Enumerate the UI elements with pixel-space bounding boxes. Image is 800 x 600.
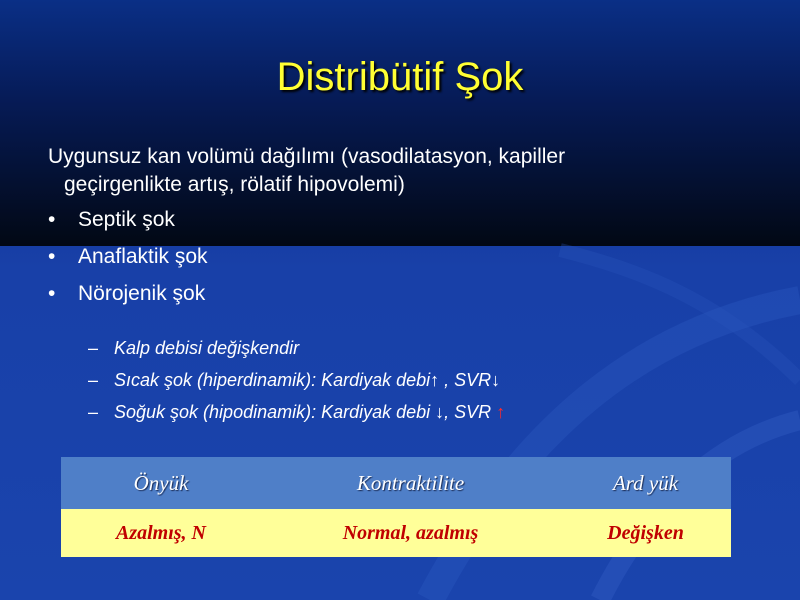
table-cell: Azalmış, N	[61, 509, 261, 557]
bullet-text: Septik şok	[78, 208, 175, 231]
table-header-cell: Önyük	[61, 457, 261, 509]
bullet-icon: •	[48, 282, 56, 305]
bullet-icon: •	[48, 245, 56, 268]
sub-list-item	[88, 364, 768, 396]
list-item	[48, 238, 768, 275]
sub-list-item	[88, 396, 768, 428]
bullet-text: Anaflaktik şok	[78, 245, 208, 268]
sub-item-text: Soğuk şok (hipodinamik): Kardiyak debi ↓, SVR	[114, 402, 497, 422]
sub-list	[88, 332, 768, 428]
bullet-list	[48, 201, 768, 312]
table-row	[61, 509, 731, 557]
list-item	[48, 275, 768, 312]
dash-icon: –	[88, 338, 99, 358]
table-cell: Normal, azalmış	[261, 509, 560, 557]
list-item	[48, 201, 768, 238]
bullet-icon: •	[48, 208, 56, 231]
sub-item-text: Kalp debisi değişkendir	[114, 338, 300, 358]
slide-title: Distribütif Şok	[276, 55, 524, 99]
up-arrow-icon: ↑	[496, 402, 506, 422]
table-header-cell: Kontraktilite	[261, 457, 560, 509]
sub-item-text: Sıcak şok (hiperdinamik): Kardiyak debi↑ , SVR↓	[114, 370, 501, 390]
intro-line-1: Uygunsuz kan volümü dağılımı (vasodilatasyon, kapiller	[48, 145, 566, 168]
bullet-text: Nörojenik şok	[78, 282, 206, 305]
intro-line-2: geçirgenlikte artış, rölatif hipovolemi)	[64, 173, 405, 196]
table-cell: Değişken	[560, 509, 731, 557]
table-header-row	[61, 457, 731, 509]
intro-text	[48, 143, 768, 199]
sub-list-item	[88, 332, 768, 364]
slide-content	[48, 143, 768, 428]
dash-icon: –	[88, 402, 99, 422]
hemodynamics-table	[61, 457, 731, 557]
dash-icon: –	[88, 370, 99, 390]
table-header-cell: Ard yük	[560, 457, 731, 509]
